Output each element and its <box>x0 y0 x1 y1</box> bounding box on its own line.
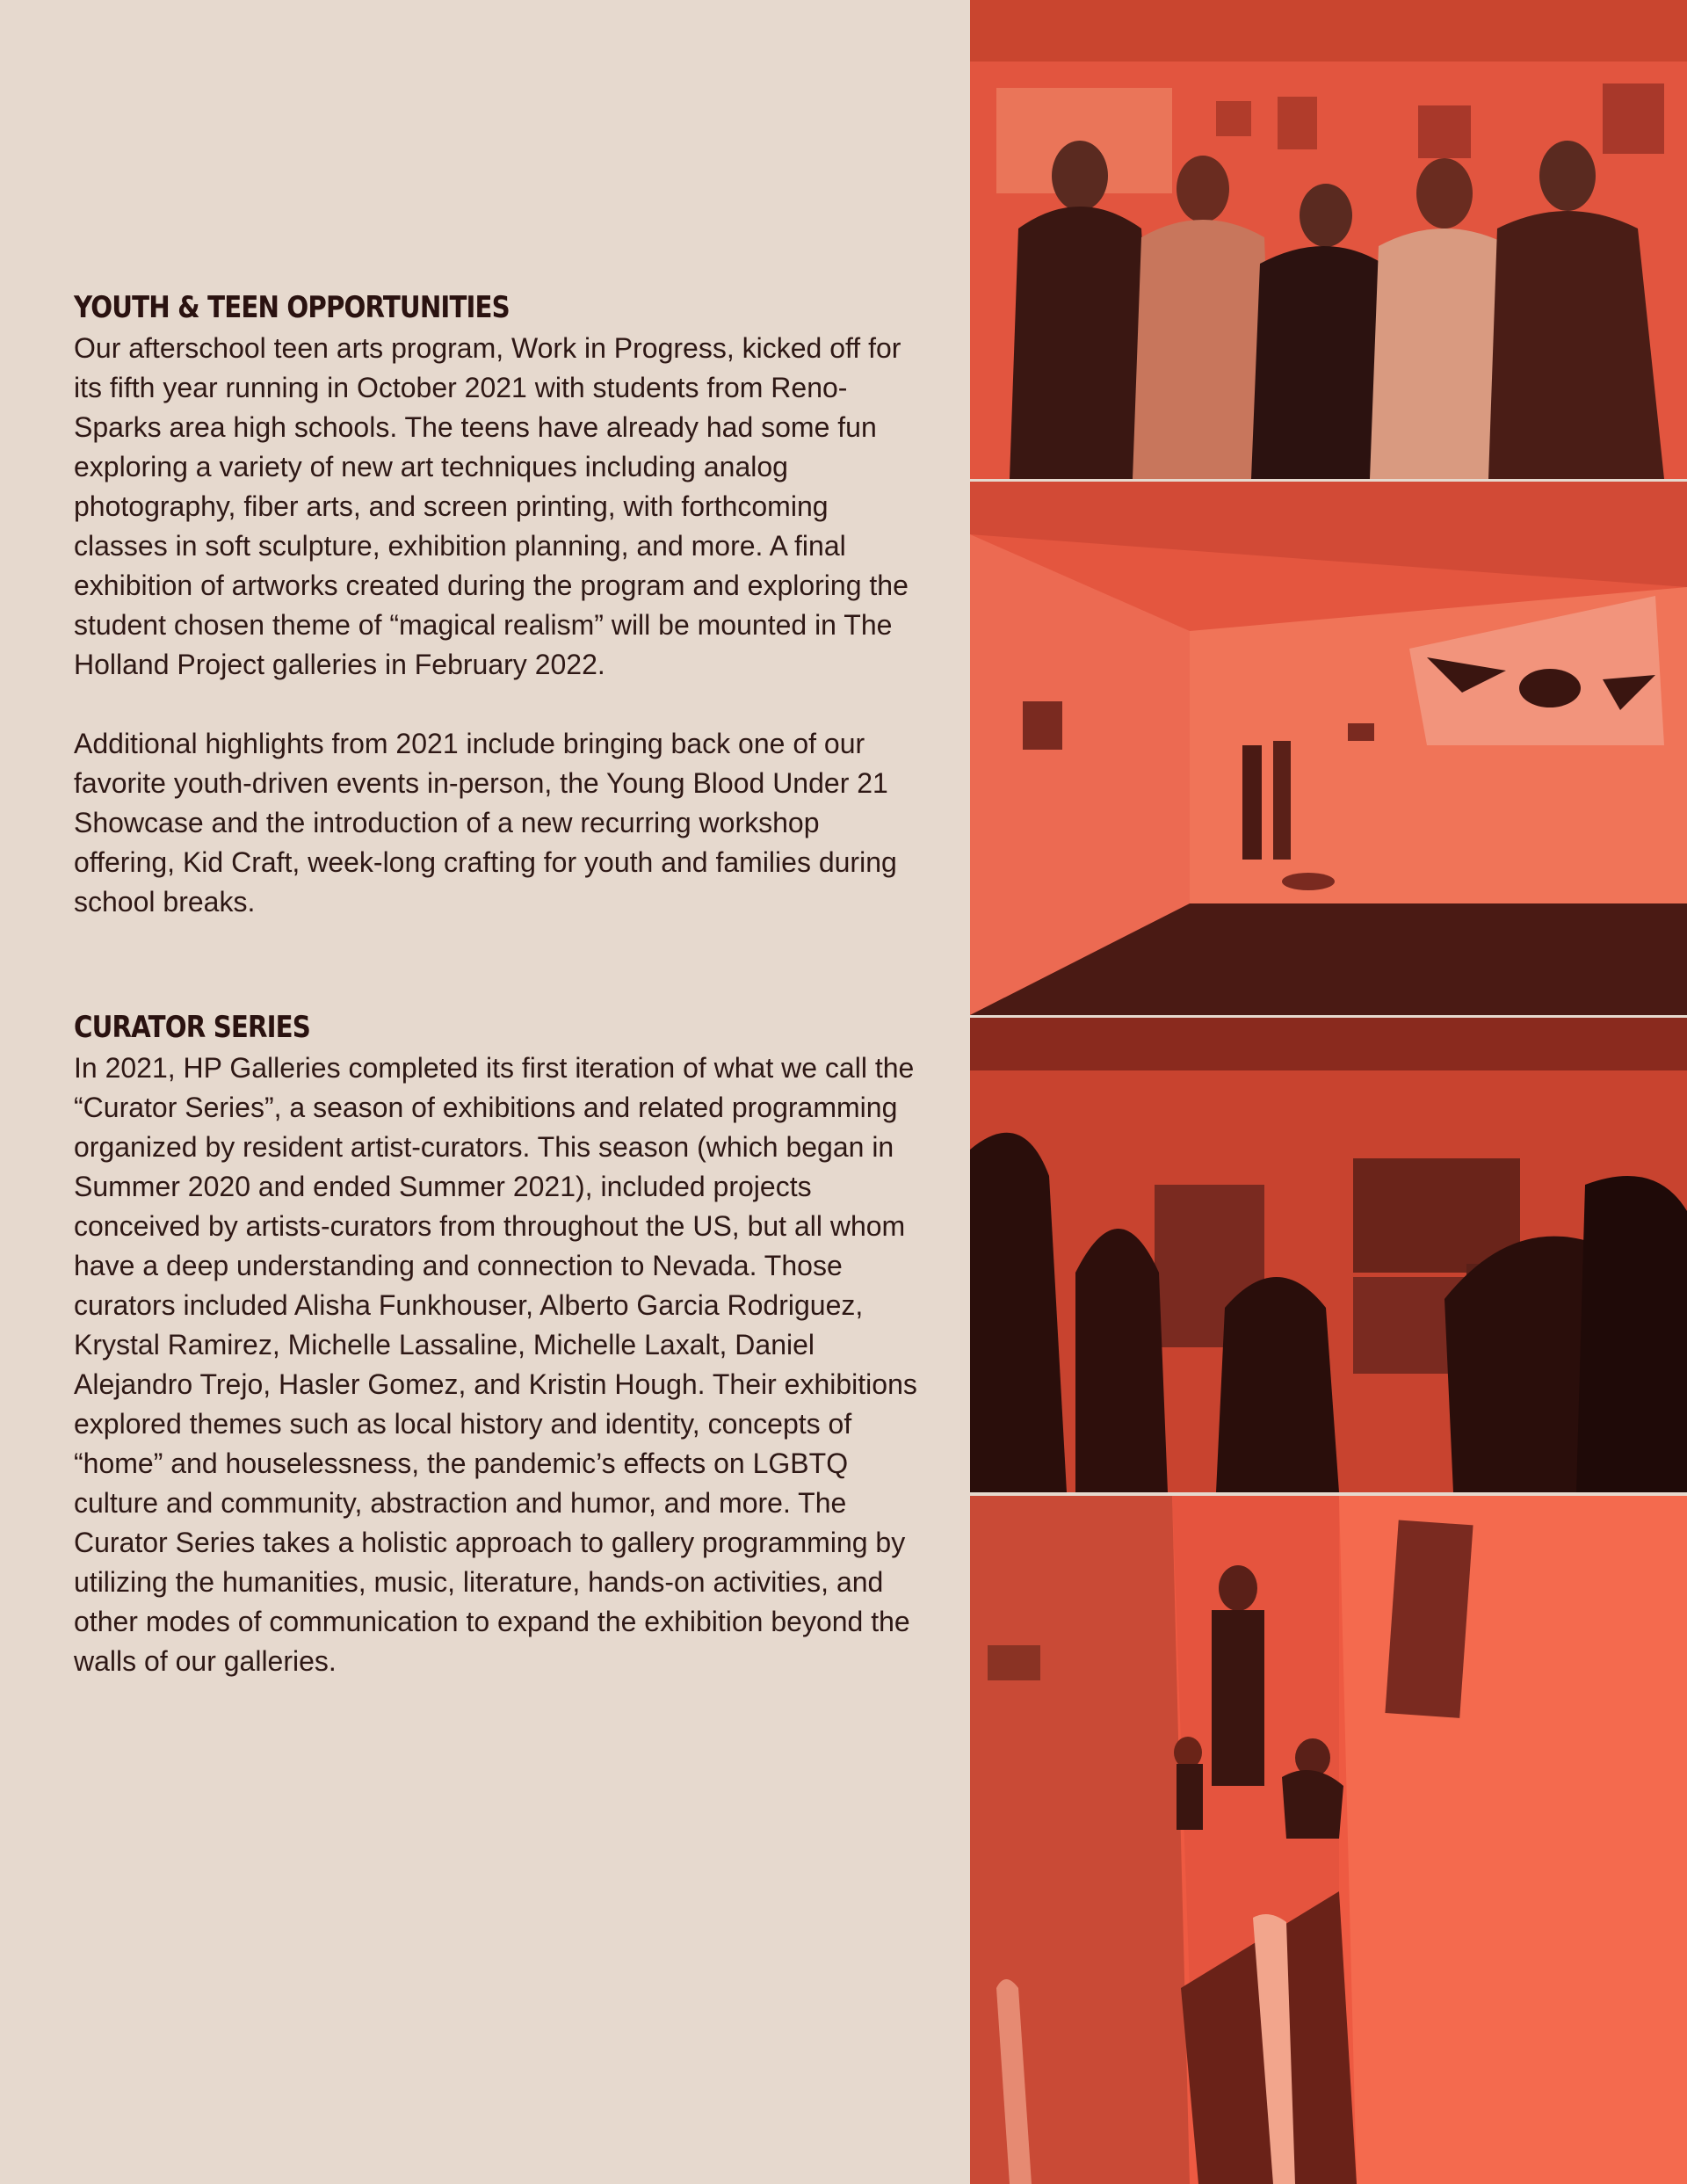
curator-heading: CURATOR SERIES <box>74 1010 311 1045</box>
photo-window-gallery <box>970 1496 1687 2184</box>
photo-gallery-room <box>970 482 1687 1015</box>
curator-paragraph: In 2021, HP Galleries completed its first iteration of what we call the “Curator Series”, a season of exhibitions and related programming organized by resident artist-curators. This season (which began in Summer 2020 and ended Summer 2021), included projects conceived by artists-curators from throughout the US, but all whom have a deep understanding and connection to Nevada. Those curators included Alisha Funkhouser, Alberto Garcia Rodriguez, Krystal Ramirez, Michelle Lassaline, Michelle Laxalt, Daniel Alejandro Trejo, Hasler Gomez, and Kristin Hough. Their exhibitions explored themes such as local history and identity, concepts of “home” and houselessness, the pandemic’s effects on LGBTQ culture and community, abstraction and humor, and more. The Curator Series takes a holistic approach to gallery programming by utilizing the humanities, music, literature, hands-on activities, and other modes of communication to expand the exhibition beyond the walls of our galleries. <box>74 1052 917 1677</box>
photo-portrait-viewing <box>970 1018 1687 1492</box>
photo-teen-group <box>970 0 1687 479</box>
text-column <box>74 290 917 1681</box>
photo-column <box>970 0 1687 2184</box>
youth-paragraph-2: Additional highlights from 2021 include bringing back one of our favorite youth-driven events in-person, the Young Blood Under 21 Showcase and the introduction of a new recurring workshop offering, Kid Craft, week-long crafting for youth and families during school breaks. <box>74 728 897 918</box>
youth-heading: YOUTH & TEEN OPPORTUNITIES <box>74 290 510 325</box>
youth-paragraph-1: Our afterschool teen arts program, Work in Progress, kicked off for its fifth year running in October 2021 with students from Reno-Sparks area high schools. The teens have already had some fun exploring a variety of new art techniques including analog photography, fiber arts, and screen printing, with forthcoming classes in soft sculpture, exhibition planning, and more. A final exhibition of artworks created during the program and exploring the student chosen theme of “magical realism” will be mounted in The Holland Project galleries in February 2022. <box>74 332 909 680</box>
